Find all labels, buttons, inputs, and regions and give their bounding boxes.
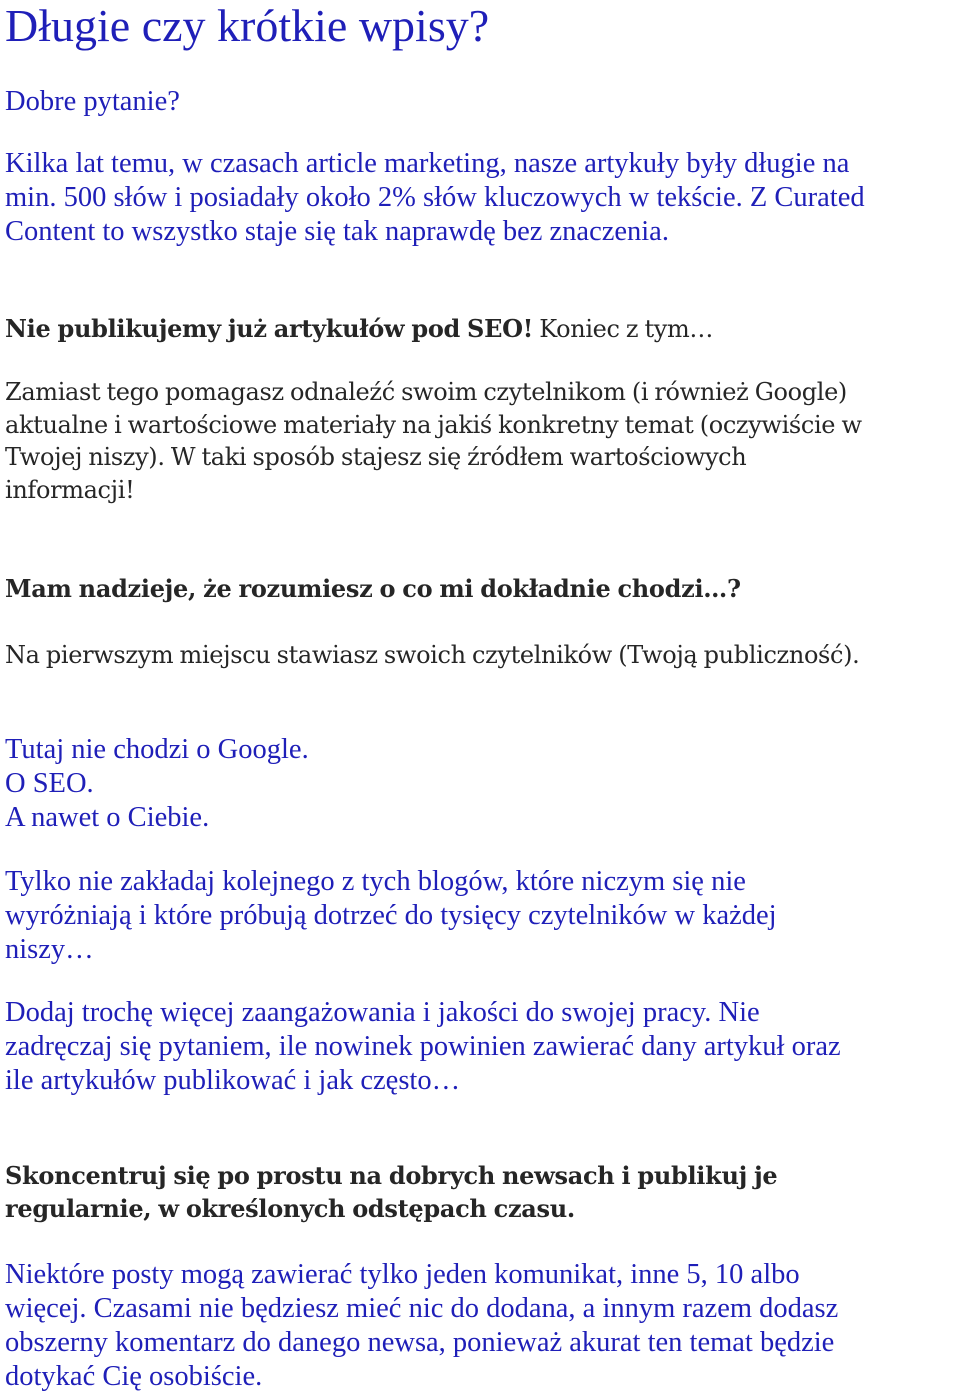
dont-start-line: niszy… — [5, 934, 94, 965]
add-quality-line: zadręczaj się pytaniem, ile nowinek powinien zawierać dany artykuł oraz — [5, 1031, 841, 1062]
not-about-line: O SEO. — [5, 768, 94, 799]
posts-line: obszerny komentarz do danego newsa, ponieważ akurat ten temat będzie — [5, 1327, 835, 1358]
intro-line: Content to wszystko staje się tak naprawdę bez znaczenia. — [5, 216, 669, 247]
intro-line: Kilka lat temu, w czasach article marketing, nasze artykuły były długie na — [5, 148, 850, 179]
focus-heading — [5, 1160, 957, 1225]
understand-heading: Mam nadzieje, że rozumiesz o co mi dokładnie chodzi…? — [5, 574, 741, 603]
intro-question: Dobre pytanie? — [5, 86, 180, 117]
posts-line: Niektóre posty mogą zawierać tylko jeden komunikat, inne 5, 10 albo — [5, 1259, 800, 1290]
dont-start-line: Tylko nie zakładaj kolejnego z tych blogów, które niczym się nie — [5, 866, 746, 897]
dont-start-paragraph — [5, 865, 777, 967]
seo-heading-bold: Nie publikujemy już artykułów pod SEO! — [5, 314, 533, 343]
not-about-line: Tutaj nie chodzi o Google. — [5, 734, 309, 765]
dont-start-line: wyróżniają i które próbują dotrzeć do tysięcy czytelników w każdej — [5, 900, 777, 931]
article-title: Długie czy krótkie wpisy? — [5, 0, 490, 51]
focus-heading-line: regularnie, w określonych odstępach czasu. — [5, 1193, 575, 1223]
posts-paragraph — [5, 1258, 838, 1394]
add-quality-line: ile artykułów publikować i jak często… — [5, 1065, 461, 1096]
seo-heading-rest: Koniec z tym… — [532, 315, 714, 343]
instead-line: informacji! — [5, 475, 135, 504]
instead-line: Zamiast tego pomagasz odnaleźć swoim czytelnikom (i również Google) — [5, 378, 847, 406]
add-quality-paragraph — [5, 996, 841, 1098]
intro-paragraph — [5, 147, 865, 249]
readers-first: Na pierwszym miejscu stawiasz swoich czytelników (Twoją publiczność). — [5, 641, 860, 669]
add-quality-line: Dodaj trochę więcej zaangażowania i jakości do swojej pracy. Nie — [5, 997, 760, 1028]
instead-line: aktualne i wartościowe materiały na jakiś konkretny temat (oczywiście w — [5, 410, 862, 439]
instead-line: Twojej niszy). W taki sposób stajesz się źródłem wartościowych — [5, 443, 747, 472]
not-about-line: A nawet o Ciebie. — [5, 802, 210, 833]
posts-line: więcej. Czasami nie będziesz mieć nic do dodana, a innym razem dodasz — [5, 1293, 839, 1324]
not-about-paragraph — [5, 733, 309, 835]
posts-line: dotykać Cię osobiście. — [5, 1361, 263, 1392]
focus-heading-line: Skoncentruj się po prostu na dobrych newsach i publikuj je — [5, 1161, 778, 1190]
seo-heading — [5, 313, 957, 346]
instead-paragraph — [5, 376, 957, 506]
intro-line: min. 500 słów i posiadały około 2% słów kluczowych w tekście. Z Curated — [5, 182, 865, 213]
